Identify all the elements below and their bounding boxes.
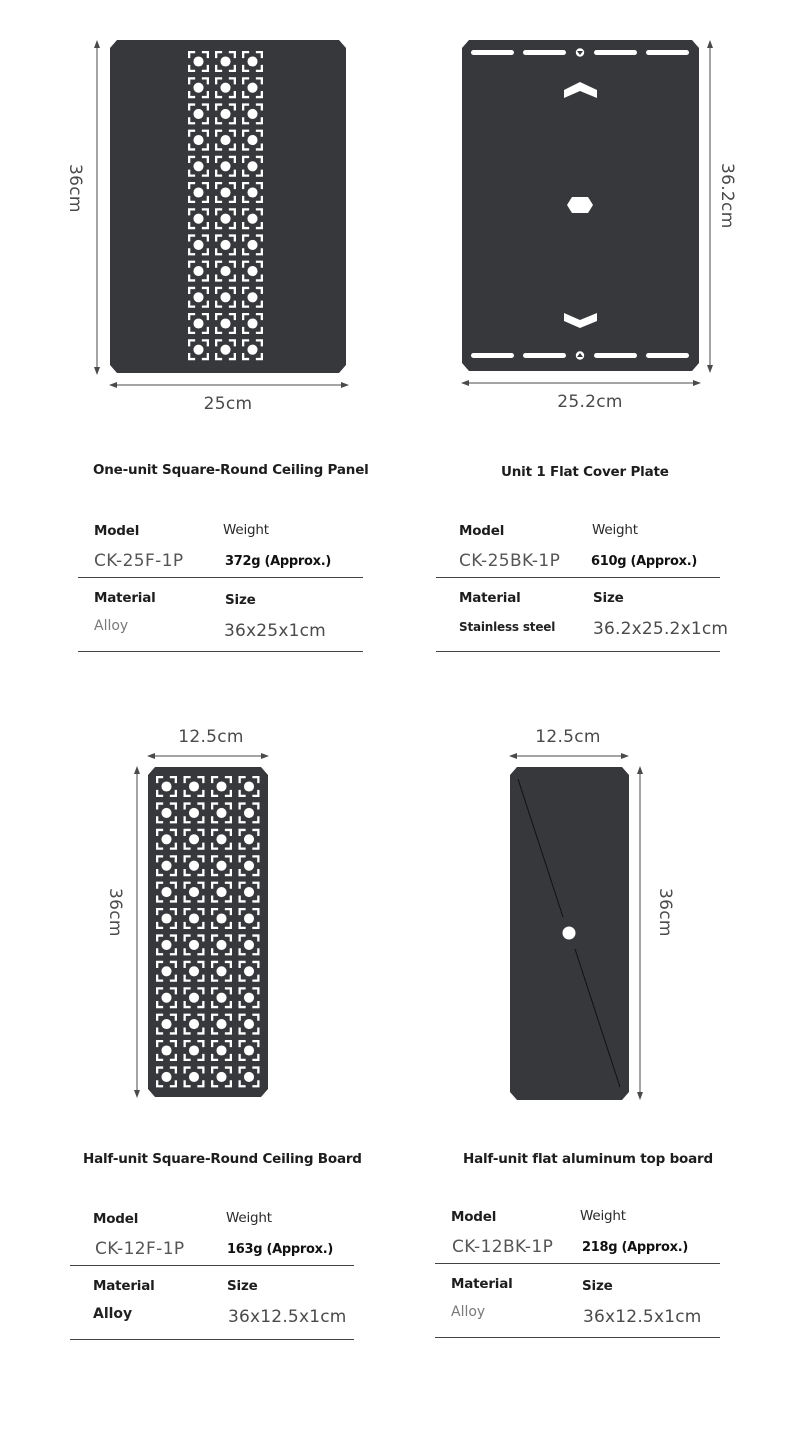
model-label: Model (459, 523, 505, 539)
height-label: 36.2cm (717, 163, 737, 229)
pattern-hole (161, 781, 171, 791)
pattern-hole (244, 834, 254, 844)
product-title: Unit 1 Flat Cover Plate (501, 464, 669, 480)
pattern-hole (161, 993, 171, 1003)
material-value: Stainless steel (459, 620, 556, 634)
divider (435, 1263, 720, 1264)
divider (78, 651, 363, 652)
pattern-hole (193, 83, 203, 93)
weight-label: Weight (226, 1210, 272, 1226)
pattern-hole (161, 887, 171, 897)
width-label: 25.2cm (557, 392, 623, 412)
pattern-hole (220, 109, 230, 119)
pattern-hole (161, 940, 171, 950)
size-value: 36x12.5x1cm (583, 1307, 702, 1327)
pattern-hole (189, 940, 199, 950)
height-label: 36cm (105, 888, 125, 937)
pattern-hole (189, 861, 199, 871)
pattern-hole (189, 1072, 199, 1082)
divider (435, 1337, 720, 1338)
pattern-hole (189, 1045, 199, 1055)
pattern-hole (161, 1045, 171, 1055)
pattern-hole (247, 83, 257, 93)
weight-label: Weight (223, 522, 269, 538)
pattern-hole (216, 887, 226, 897)
pattern-hole (189, 781, 199, 791)
model-label: Model (94, 523, 140, 539)
pattern-hole (220, 56, 230, 66)
material-value: Alloy (94, 618, 129, 634)
pattern-hole (193, 56, 203, 66)
product-image-ceiling-panel (110, 40, 346, 373)
product-title: Half-unit Square-Round Ceiling Board (83, 1151, 362, 1167)
pattern-hole (244, 1045, 254, 1055)
pattern-hole (161, 913, 171, 923)
pattern-hole (244, 940, 254, 950)
pattern-hole (216, 861, 226, 871)
pattern-hole (189, 887, 199, 897)
weight-value: 218g (Approx.) (582, 1240, 688, 1255)
height-label: 36cm (655, 888, 675, 937)
width-label: 12.5cm (535, 727, 601, 747)
product-title: One-unit Square-Round Ceiling Panel (93, 462, 369, 478)
pattern-hole (216, 1072, 226, 1082)
dimension-arrow-vertical (634, 766, 646, 1100)
divider (436, 651, 720, 652)
pattern-hole (216, 993, 226, 1003)
model-value: CK-25BK-1P (459, 551, 561, 571)
divider (70, 1339, 354, 1340)
pattern-hole (193, 345, 203, 355)
pattern-hole (216, 808, 226, 818)
pattern-hole (247, 109, 257, 119)
weight-value: 610g (Approx.) (591, 554, 697, 569)
material-label: Material (451, 1276, 513, 1292)
size-value: 36x25x1cm (224, 621, 326, 641)
model-label: Model (93, 1211, 139, 1227)
pattern-hole (193, 161, 203, 171)
pattern-hole (161, 1019, 171, 1029)
dimension-arrow-vertical (131, 766, 143, 1098)
weight-value: 163g (Approx.) (227, 1242, 333, 1257)
pattern-hole (244, 1019, 254, 1029)
pattern-hole (161, 1072, 171, 1082)
pattern-hole (193, 292, 203, 302)
pattern-hole (247, 292, 257, 302)
model-value: CK-12F-1P (95, 1239, 185, 1259)
pattern-hole (244, 966, 254, 976)
pattern-hole (193, 109, 203, 119)
pattern-hole (244, 861, 254, 871)
pattern-hole (244, 913, 254, 923)
size-value: 36x12.5x1cm (228, 1307, 347, 1327)
pattern-hole (244, 887, 254, 897)
pattern-hole (189, 1019, 199, 1029)
pattern-hole (216, 966, 226, 976)
pattern-hole (220, 345, 230, 355)
pattern-hole (247, 214, 257, 224)
pattern-hole (216, 1019, 226, 1029)
material-value: Alloy (93, 1306, 133, 1322)
size-label: Size (227, 1278, 258, 1294)
pattern-hole (247, 161, 257, 171)
pattern-hole (220, 292, 230, 302)
pattern-hole (244, 781, 254, 791)
pattern-hole (189, 913, 199, 923)
size-value: 36.2x25.2x1cm (593, 619, 729, 639)
divider (436, 577, 720, 578)
pattern-hole (220, 266, 230, 276)
pattern-hole (247, 135, 257, 145)
pattern-hole (216, 781, 226, 791)
pattern-hole (247, 240, 257, 250)
pattern-hole (189, 834, 199, 844)
pattern-hole (220, 83, 230, 93)
height-label: 36cm (65, 164, 85, 213)
pattern-hole (220, 240, 230, 250)
pattern-hole (247, 187, 257, 197)
pattern-hole (161, 861, 171, 871)
pattern-hole (247, 345, 257, 355)
dimension-arrow-horizontal (147, 750, 269, 762)
width-label: 25cm (203, 394, 253, 414)
pattern-hole (216, 1045, 226, 1055)
model-value: CK-12BK-1P (452, 1237, 554, 1257)
material-label: Material (94, 590, 156, 606)
dimension-arrow-horizontal (509, 750, 629, 762)
size-label: Size (593, 590, 624, 606)
pattern-hole (216, 913, 226, 923)
pattern-hole (193, 214, 203, 224)
model-value: CK-25F-1P (94, 551, 184, 571)
pattern-hole (220, 214, 230, 224)
material-value: Alloy (451, 1304, 486, 1320)
pattern-hole (247, 266, 257, 276)
pattern-hole (247, 56, 257, 66)
pattern-hole (193, 240, 203, 250)
pattern-hole (220, 161, 230, 171)
material-label: Material (459, 590, 521, 606)
pattern-hole (244, 808, 254, 818)
pattern-hole (220, 318, 230, 328)
model-label: Model (451, 1209, 497, 1225)
product-image-half-flat-top-board (510, 767, 629, 1100)
pattern-hole (189, 993, 199, 1003)
pattern-hole (247, 318, 257, 328)
size-label: Size (225, 592, 256, 608)
pattern-hole (189, 808, 199, 818)
pattern-hole (193, 187, 203, 197)
weight-label: Weight (592, 522, 638, 538)
dimension-arrow-horizontal (461, 377, 701, 389)
product-image-flat-cover-plate (462, 40, 699, 371)
dimension-arrow-vertical (91, 40, 103, 375)
material-label: Material (93, 1278, 155, 1294)
weight-value: 372g (Approx.) (225, 554, 331, 569)
pattern-hole (216, 940, 226, 950)
dimension-arrow-horizontal (109, 379, 349, 391)
pattern-hole (244, 993, 254, 1003)
weight-label: Weight (580, 1208, 626, 1224)
product-title: Half-unit flat aluminum top board (463, 1151, 713, 1167)
pattern-hole (216, 834, 226, 844)
pattern-hole (189, 966, 199, 976)
pattern-hole (161, 966, 171, 976)
dimension-arrow-vertical (704, 40, 716, 373)
pattern-hole (193, 266, 203, 276)
pattern-hole (161, 808, 171, 818)
pattern-hole (220, 187, 230, 197)
product-image-half-ceiling-board (148, 767, 268, 1097)
size-label: Size (582, 1278, 613, 1294)
divider (78, 577, 363, 578)
width-label: 12.5cm (178, 727, 244, 747)
pattern-hole (220, 135, 230, 145)
pattern-hole (193, 135, 203, 145)
pattern-hole (161, 834, 171, 844)
pattern-hole (244, 1072, 254, 1082)
pattern-hole (193, 318, 203, 328)
divider (70, 1265, 354, 1266)
